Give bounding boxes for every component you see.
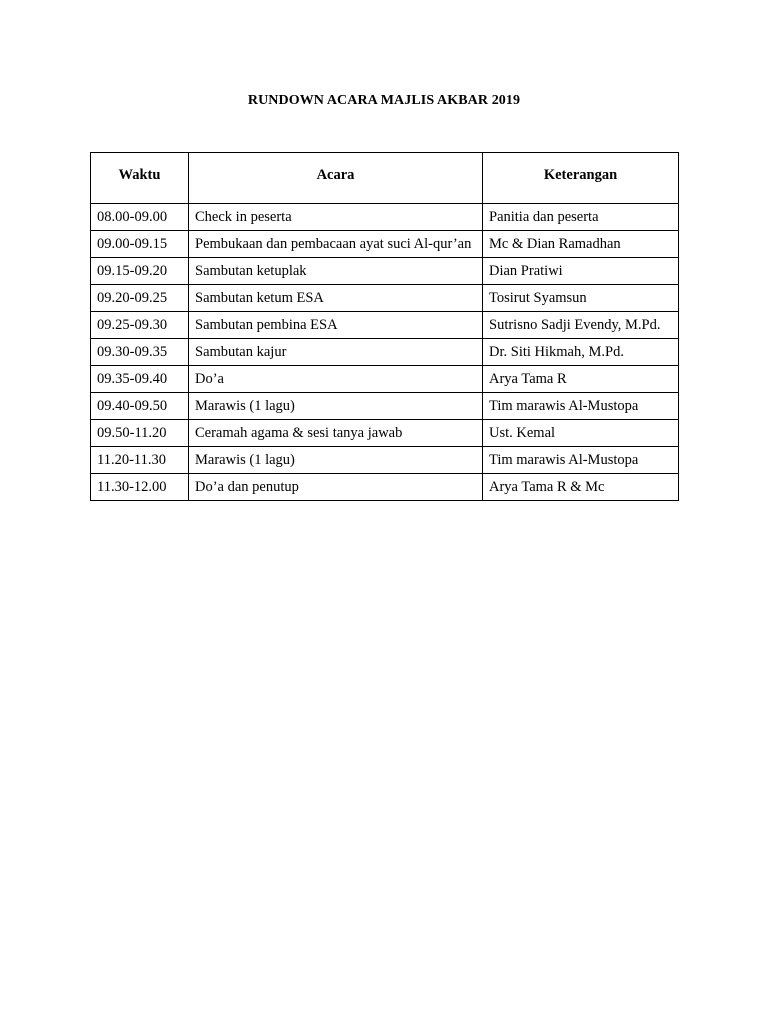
table-row (91, 285, 679, 312)
cell-waktu: 09.25-09.30 (91, 312, 189, 339)
cell-waktu: 08.00-09.00 (91, 204, 189, 231)
table-row (91, 420, 679, 447)
cell-waktu: 09.00-09.15 (91, 231, 189, 258)
cell-acara: Sambutan ketuplak (189, 258, 483, 285)
header-acara: Acara (189, 153, 483, 204)
cell-keterangan: Dian Pratiwi (483, 258, 679, 285)
cell-acara: Ceramah agama & sesi tanya jawab (189, 420, 483, 447)
header-keterangan: Keterangan (483, 153, 679, 204)
cell-keterangan: Tim marawis Al-Mustopa (483, 393, 679, 420)
table-row (91, 258, 679, 285)
cell-waktu: 09.40-09.50 (91, 393, 189, 420)
rundown-table (90, 152, 679, 501)
table-header-row (91, 153, 679, 204)
table-row (91, 231, 679, 258)
cell-acara: Pembukaan dan pembacaan ayat suci Al-qur’an (189, 231, 483, 258)
cell-acara: Check in peserta (189, 204, 483, 231)
cell-keterangan: Panitia dan peserta (483, 204, 679, 231)
cell-acara: Sambutan kajur (189, 339, 483, 366)
cell-acara: Do’a dan penutup (189, 474, 483, 501)
header-waktu: Waktu (91, 153, 189, 204)
table-row (91, 366, 679, 393)
cell-waktu: 09.15-09.20 (91, 258, 189, 285)
document-title: RUNDOWN ACARA MAJLIS AKBAR 2019 (247, 93, 521, 108)
cell-keterangan: Arya Tama R & Mc (483, 474, 679, 501)
cell-waktu: 09.30-09.35 (91, 339, 189, 366)
table-row (91, 393, 679, 420)
cell-acara: Sambutan pembina ESA (189, 312, 483, 339)
cell-keterangan: Ust. Kemal (483, 420, 679, 447)
cell-keterangan: Dr. Siti Hikmah, M.Pd. (483, 339, 679, 366)
cell-keterangan: Tosirut Syamsun (483, 285, 679, 312)
cell-acara: Marawis (1 lagu) (189, 393, 483, 420)
table-row (91, 447, 679, 474)
cell-keterangan: Sutrisno Sadji Evendy, M.Pd. (483, 312, 679, 339)
cell-waktu: 09.50-11.20 (91, 420, 189, 447)
cell-keterangan: Arya Tama R (483, 366, 679, 393)
cell-keterangan: Tim marawis Al-Mustopa (483, 447, 679, 474)
cell-waktu: 09.35-09.40 (91, 366, 189, 393)
cell-keterangan: Mc & Dian Ramadhan (483, 231, 679, 258)
table-row (91, 474, 679, 501)
table-row (91, 312, 679, 339)
cell-waktu: 11.20-11.30 (91, 447, 189, 474)
cell-acara: Marawis (1 lagu) (189, 447, 483, 474)
cell-waktu: 09.20-09.25 (91, 285, 189, 312)
table-row (91, 204, 679, 231)
cell-acara: Do’a (189, 366, 483, 393)
table-row (91, 339, 679, 366)
cell-waktu: 11.30-12.00 (91, 474, 189, 501)
cell-acara: Sambutan ketum ESA (189, 285, 483, 312)
